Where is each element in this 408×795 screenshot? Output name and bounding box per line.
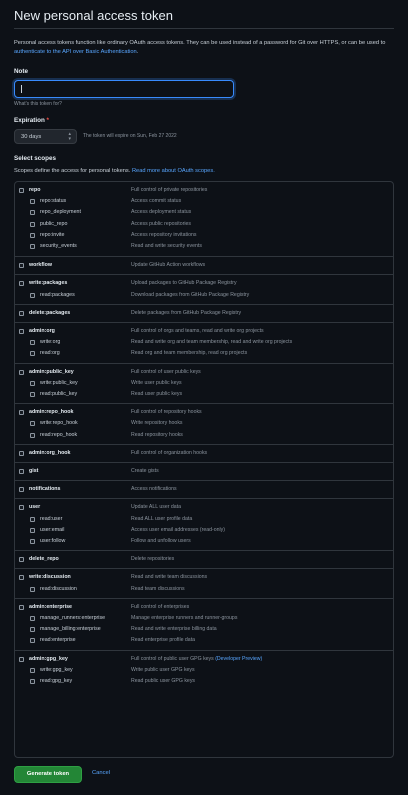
scope-name[interactable]: admin:org_hook xyxy=(29,449,71,456)
scope-description xyxy=(131,339,292,345)
scope-group xyxy=(15,182,393,256)
scope-description xyxy=(131,391,182,397)
scope-checkbox[interactable] xyxy=(30,539,35,544)
scope-name[interactable]: admin:org xyxy=(29,328,55,334)
subscope-row[interactable] xyxy=(15,665,393,676)
scope-group xyxy=(15,363,393,404)
scope-description-text: Write user public keys xyxy=(131,379,182,386)
scope-description-text: Full control of public user GPG keys xyxy=(131,655,214,662)
scope-row[interactable] xyxy=(15,555,393,566)
subscope-row[interactable] xyxy=(15,419,393,430)
scope-checkbox[interactable] xyxy=(30,340,35,345)
subscope-row[interactable] xyxy=(15,290,393,301)
scope-name[interactable]: user:follow xyxy=(40,537,66,544)
scope-description-text: Download packages from GitHub Package Registry xyxy=(131,291,250,298)
oauth-scopes-link[interactable]: Read more about OAuth scopes. xyxy=(131,168,215,174)
scope-row[interactable] xyxy=(15,602,393,613)
subscope-row[interactable] xyxy=(15,430,393,441)
scope-description xyxy=(131,310,241,316)
scope-checkbox[interactable] xyxy=(30,210,35,215)
scope-name[interactable]: public_repo xyxy=(40,220,68,227)
scope-name[interactable]: notifications xyxy=(29,486,61,493)
scope-checkbox[interactable] xyxy=(30,199,35,204)
expiration-select[interactable] xyxy=(14,129,77,144)
subscope-row[interactable] xyxy=(15,230,393,241)
scope-group xyxy=(15,598,393,650)
scope-description-text: Read and write team discussions xyxy=(131,574,208,581)
scopes-list xyxy=(14,181,394,758)
subscope-row[interactable] xyxy=(15,625,393,636)
scope-checkbox[interactable] xyxy=(30,627,35,632)
scope-group xyxy=(15,256,393,274)
scope-description xyxy=(131,409,202,415)
scopes-description-text: Scopes define the access for personal tokens. xyxy=(14,168,132,174)
scope-checkbox[interactable] xyxy=(30,517,35,522)
scope-name[interactable]: admin:enterprise xyxy=(29,603,72,610)
scope-description xyxy=(131,486,177,492)
scope-checkbox[interactable] xyxy=(30,528,35,533)
scope-row[interactable] xyxy=(15,654,393,665)
scope-description-text: Read ALL user profile data xyxy=(131,515,193,522)
scope-description-text: Write public user GPG keys xyxy=(131,666,195,673)
scope-name[interactable]: read:packages xyxy=(40,291,75,298)
scope-row[interactable] xyxy=(15,485,393,496)
scope-checkbox[interactable] xyxy=(30,351,35,356)
scope-name[interactable]: repo_deployment xyxy=(40,209,81,216)
scope-group xyxy=(15,304,393,322)
scope-description-text: Upload packages to GitHub Package Registry xyxy=(131,280,237,287)
scope-description xyxy=(131,450,207,456)
scope-description xyxy=(131,420,183,426)
scope-description-text: Read user public keys xyxy=(131,390,183,397)
scope-name[interactable]: user:email xyxy=(40,526,65,533)
subscope-row[interactable] xyxy=(15,613,393,624)
scope-description-text: Access deployment status xyxy=(131,209,192,216)
subscope-row[interactable] xyxy=(15,349,393,360)
scope-description xyxy=(131,232,196,238)
scope-name[interactable]: admin:repo_hook xyxy=(29,409,74,416)
scope-checkbox[interactable] xyxy=(19,487,24,492)
scope-description-text: Follow and unfollow users xyxy=(131,537,191,544)
scope-name[interactable]: repo:status xyxy=(40,198,67,205)
scope-checkbox[interactable] xyxy=(30,433,35,438)
scope-checkbox[interactable] xyxy=(19,451,24,456)
scope-group xyxy=(15,444,393,462)
scope-row[interactable] xyxy=(15,261,393,272)
scopes-heading: Select scopes xyxy=(14,155,57,162)
scope-description xyxy=(131,586,185,592)
scope-description xyxy=(131,626,217,632)
subscope-row[interactable] xyxy=(15,219,393,230)
scope-name[interactable]: read:public_key xyxy=(40,390,78,397)
scope-description xyxy=(131,468,159,474)
subscope-row[interactable] xyxy=(15,676,393,687)
scope-name[interactable]: write:public_key xyxy=(40,379,78,386)
scope-row[interactable] xyxy=(15,503,393,514)
scope-description xyxy=(131,504,181,510)
scope-description xyxy=(131,350,247,356)
scope-description-text: Read enterprise profile data xyxy=(131,637,196,644)
scope-description-text: Access repository invitations xyxy=(131,231,197,238)
scope-name[interactable]: write:repo_hook xyxy=(40,420,78,427)
scope-description-text: Manage enterprise runners and runner-groups xyxy=(131,614,238,621)
subscope-row[interactable] xyxy=(15,197,393,208)
scope-checkbox[interactable] xyxy=(19,263,24,268)
developer-preview-link[interactable]: (Developer Preview) xyxy=(215,655,263,662)
subscope-row[interactable] xyxy=(15,514,393,525)
scope-name[interactable]: admin:public_key xyxy=(29,368,74,375)
scope-checkbox[interactable] xyxy=(30,668,35,673)
scope-checkbox[interactable] xyxy=(19,657,24,662)
intro-text xyxy=(14,39,394,57)
scope-description xyxy=(131,262,205,268)
scope-row[interactable] xyxy=(15,408,393,419)
scope-name[interactable]: security_events xyxy=(40,243,77,249)
scope-description-text: Read and write org and team membership, read and write org projects xyxy=(131,339,293,346)
scope-description-text: Full control of repository hooks xyxy=(131,409,202,416)
scope-group xyxy=(15,568,393,597)
scope-description xyxy=(131,667,195,673)
scope-description xyxy=(131,538,191,544)
scope-description-text: Update ALL user data xyxy=(131,504,181,511)
scope-checkbox[interactable] xyxy=(19,188,24,193)
scope-name[interactable]: read:repo_hook xyxy=(40,431,78,438)
subscope-row[interactable] xyxy=(15,584,393,595)
basic-auth-link[interactable]: authenticate to the API over Basic Authentication xyxy=(14,49,137,55)
scope-group xyxy=(15,322,393,363)
scope-description-text: Create gists xyxy=(131,468,159,474)
scope-name[interactable]: read:gpg_key xyxy=(40,677,73,684)
scope-description xyxy=(131,656,262,662)
scope-name[interactable]: read:org xyxy=(40,350,60,357)
scope-description xyxy=(131,637,195,643)
subscope-row[interactable] xyxy=(15,242,393,253)
scope-description xyxy=(131,292,249,298)
scope-description-text: Read org and team membership, read org projects xyxy=(131,350,248,357)
scope-description-text: Access user email addresses (read-only) xyxy=(131,526,225,533)
scope-checkbox[interactable] xyxy=(30,421,35,426)
scope-description-text: Access notifications xyxy=(131,486,177,493)
scope-row[interactable] xyxy=(15,308,393,319)
scopes-description xyxy=(14,168,215,174)
expiration-label-text: Expiration xyxy=(14,117,45,124)
scope-description-text: Full control of organization hooks xyxy=(131,449,208,456)
generate-token-button[interactable]: Generate token xyxy=(14,766,82,783)
expiration-value: 30 days xyxy=(21,133,42,140)
scope-description xyxy=(131,516,192,522)
scope-description-text: Delete repositories xyxy=(131,556,175,563)
scope-checkbox[interactable] xyxy=(19,329,24,334)
scope-description-text: Full control of enterprises xyxy=(131,603,190,610)
scope-group xyxy=(15,550,393,568)
scope-checkbox[interactable] xyxy=(19,557,24,562)
subscope-row[interactable] xyxy=(15,208,393,219)
scope-description xyxy=(131,604,189,610)
scope-description xyxy=(131,209,191,215)
scope-group xyxy=(15,274,393,303)
scope-group xyxy=(15,462,393,480)
intro-body: Personal access tokens function like ordinary OAuth access tokens. They can be used instead of a password for Git over HTTPS, or can be used to xyxy=(14,40,386,46)
cancel-link[interactable]: Cancel xyxy=(92,770,111,776)
scope-checkbox[interactable] xyxy=(19,410,24,415)
scope-description-text: Delete packages from GitHub Package Registry xyxy=(131,309,242,316)
scope-name[interactable]: read:user xyxy=(40,515,63,522)
scope-description xyxy=(131,187,207,193)
scope-name[interactable]: delete_repo xyxy=(29,556,59,563)
intro-suffix: . xyxy=(136,49,139,55)
subscope-row[interactable] xyxy=(15,338,393,349)
text-caret xyxy=(21,85,22,93)
scope-description xyxy=(131,432,183,438)
scope-checkbox[interactable] xyxy=(19,605,24,610)
scope-name[interactable]: manage_billing:enterprise xyxy=(40,626,101,633)
scope-checkbox[interactable] xyxy=(30,233,35,238)
scope-checkbox[interactable] xyxy=(30,616,35,621)
subscope-row[interactable] xyxy=(15,536,393,547)
scope-name[interactable]: write:gpg_key xyxy=(40,666,73,673)
scope-checkbox[interactable] xyxy=(30,244,35,249)
scope-checkbox[interactable] xyxy=(19,370,24,375)
scope-group xyxy=(15,403,393,444)
scope-checkbox[interactable] xyxy=(30,638,35,643)
scope-name[interactable]: gist xyxy=(29,468,39,474)
scope-description-text: Access commit status xyxy=(131,198,182,205)
scope-name[interactable]: read:enterprise xyxy=(40,637,76,644)
scope-name[interactable]: manage_runners:enterprise xyxy=(40,614,106,621)
scope-name[interactable]: repo:invite xyxy=(40,231,65,238)
scope-description-text: Full control of private repositories xyxy=(131,187,208,193)
page-title: New personal access token xyxy=(14,8,173,23)
scope-checkbox[interactable] xyxy=(19,311,24,316)
scope-name[interactable]: workflow xyxy=(29,262,52,269)
scope-checkbox[interactable] xyxy=(19,575,24,580)
scope-description-text: Read repository hooks xyxy=(131,431,183,438)
note-input[interactable] xyxy=(14,80,234,98)
scope-description xyxy=(131,243,202,249)
scope-description-text: Full control of orgs and teams, read and write org projects xyxy=(131,328,264,334)
scope-checkbox[interactable] xyxy=(30,381,35,386)
scope-description xyxy=(131,380,182,386)
scope-name[interactable]: write:packages xyxy=(29,280,68,287)
title-divider xyxy=(14,28,394,29)
scope-row[interactable] xyxy=(15,186,393,197)
scope-description-text: Write repository hooks xyxy=(131,420,183,427)
subscope-row[interactable] xyxy=(15,378,393,389)
scope-name[interactable]: write:org xyxy=(40,339,61,346)
scope-row[interactable] xyxy=(15,467,393,478)
scope-description-text: Read public user GPG keys xyxy=(131,677,196,684)
scope-row[interactable] xyxy=(15,327,393,338)
note-label: Note xyxy=(14,68,28,75)
scope-checkbox[interactable] xyxy=(30,293,35,298)
scope-name[interactable]: delete:packages xyxy=(29,309,71,316)
scope-group xyxy=(15,498,393,550)
scope-description xyxy=(131,556,174,562)
select-arrows-icon: ▴ ▾ xyxy=(68,131,71,142)
required-mark: * xyxy=(46,117,49,124)
subscope-row[interactable] xyxy=(15,389,393,400)
scope-description xyxy=(131,221,191,227)
scope-name[interactable]: read:discussion xyxy=(40,585,77,592)
scope-group xyxy=(15,480,393,498)
scope-row[interactable] xyxy=(15,573,393,584)
scope-description xyxy=(131,369,201,375)
scope-description-text: Full control of user public keys xyxy=(131,368,201,375)
scope-checkbox[interactable] xyxy=(19,469,24,474)
subscope-row[interactable] xyxy=(15,525,393,536)
scope-description-text: Access public repositories xyxy=(131,220,191,227)
scope-description xyxy=(131,678,195,684)
scope-checkbox[interactable] xyxy=(19,505,24,510)
scope-checkbox[interactable] xyxy=(30,222,35,227)
scope-name[interactable]: write:discussion xyxy=(29,574,71,581)
scope-checkbox[interactable] xyxy=(30,392,35,397)
scope-description xyxy=(131,198,181,204)
scope-description xyxy=(131,574,207,580)
note-hint: What's this token for? xyxy=(14,101,62,107)
scope-name[interactable]: admin:gpg_key xyxy=(29,655,68,662)
scope-description xyxy=(131,527,225,533)
expiration-label xyxy=(14,117,49,124)
scope-description-text: Update GitHub Action workflows xyxy=(131,262,206,269)
scope-description xyxy=(131,328,264,334)
scope-row[interactable] xyxy=(15,448,393,459)
expiration-note: The token will expire on Sun, Feb 27 2022 xyxy=(83,133,177,139)
scope-description xyxy=(131,615,237,621)
scope-description-text: Read team discussions xyxy=(131,585,185,592)
scope-description-text: Read and write enterprise billing data xyxy=(131,626,217,633)
scope-checkbox[interactable] xyxy=(30,679,35,684)
scope-name[interactable]: repo xyxy=(29,187,41,193)
scope-group xyxy=(15,650,393,691)
scope-checkbox[interactable] xyxy=(19,281,24,286)
subscope-row[interactable] xyxy=(15,636,393,647)
scope-row[interactable] xyxy=(15,367,393,378)
scope-description-text: Read and write security events xyxy=(131,243,202,249)
scope-checkbox[interactable] xyxy=(30,587,35,592)
scope-description xyxy=(131,280,237,286)
scope-row[interactable] xyxy=(15,279,393,290)
scope-name[interactable]: user xyxy=(29,504,41,511)
